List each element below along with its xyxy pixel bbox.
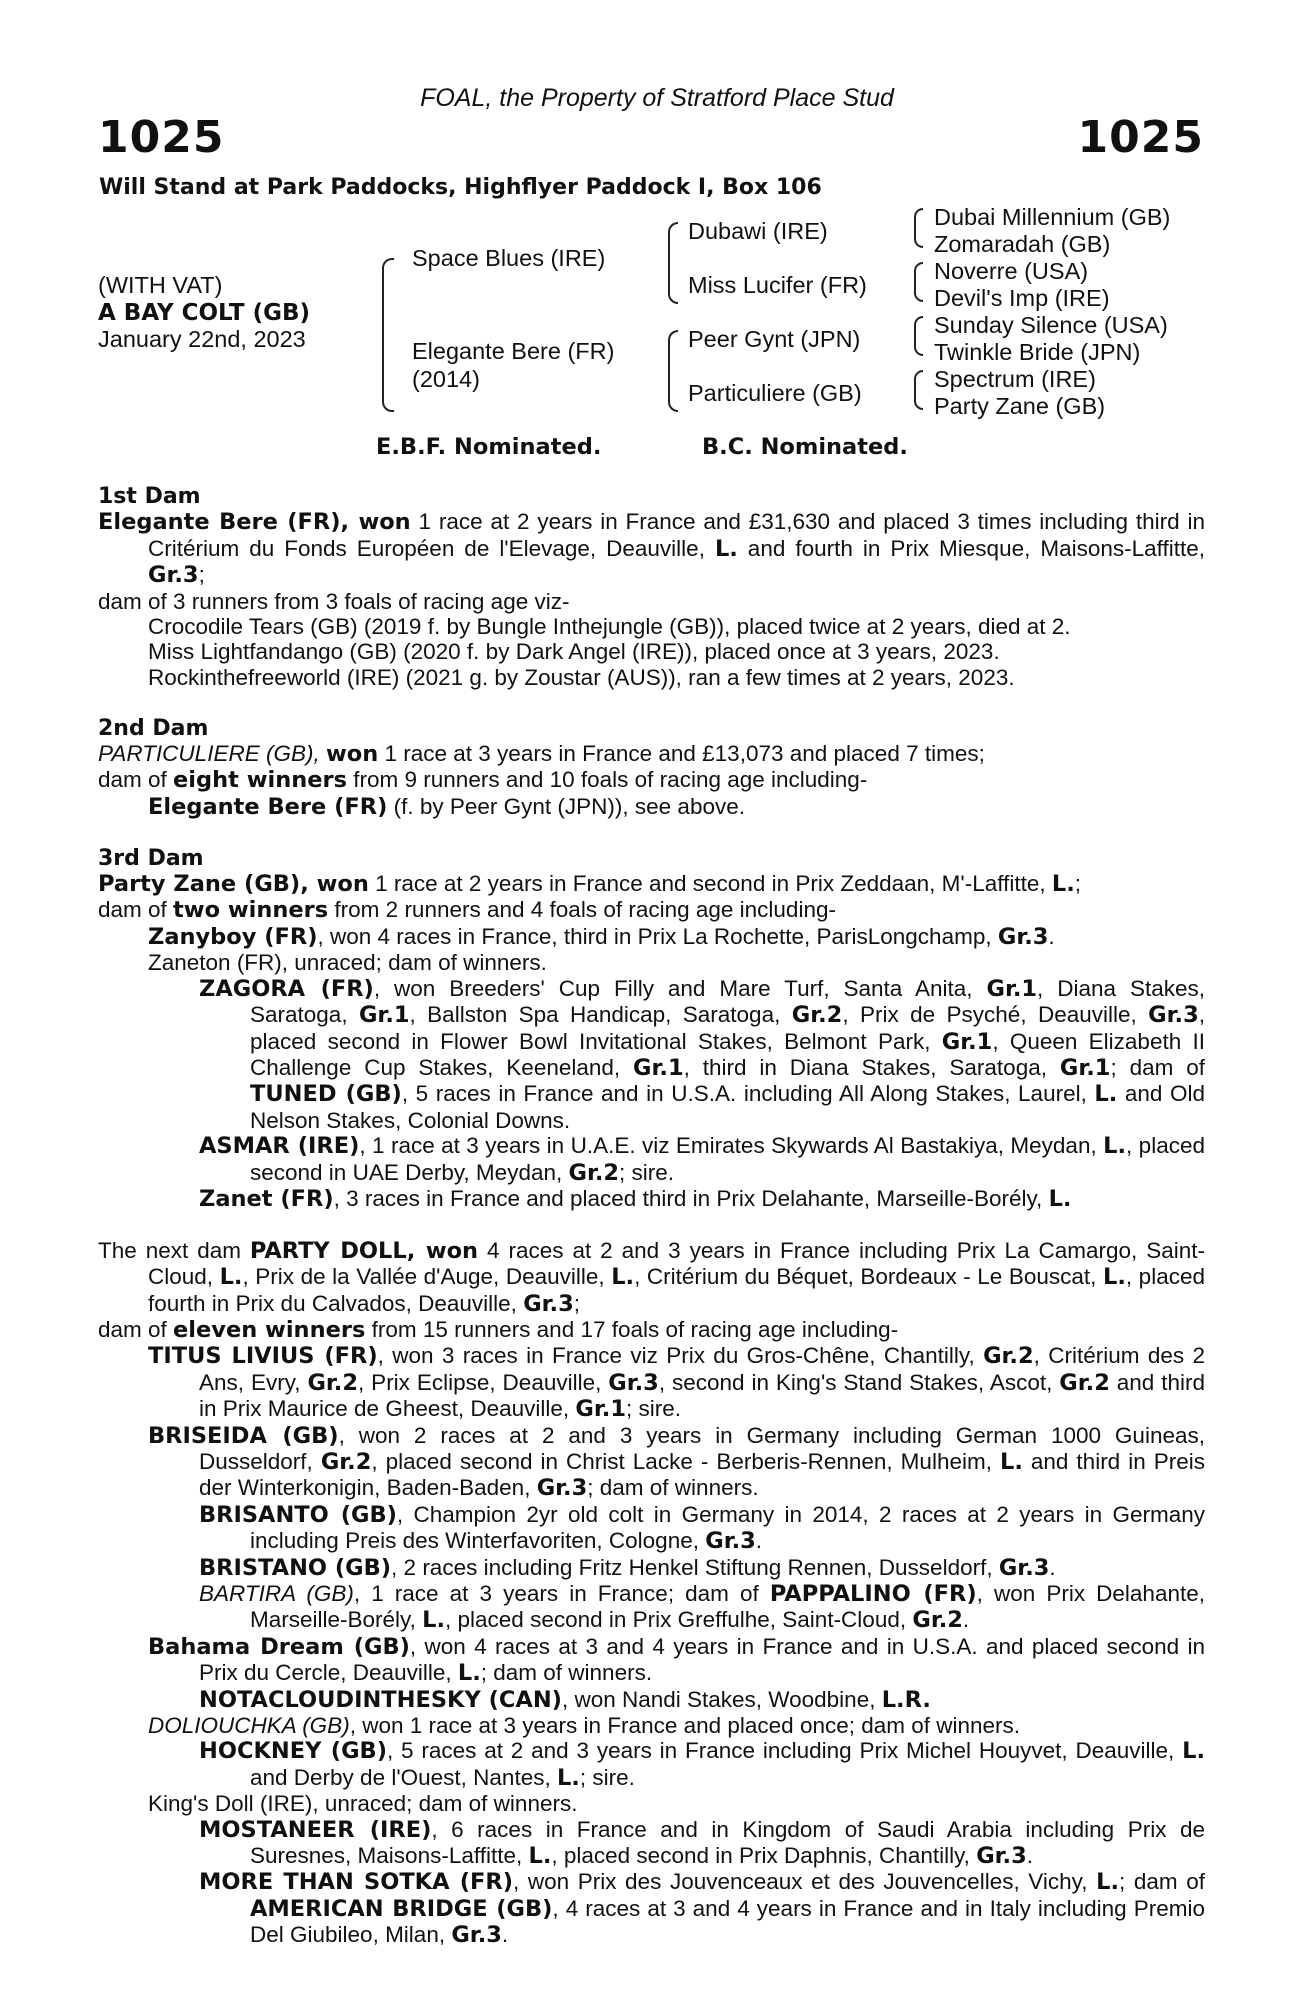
- bc-nominated: B.C. Nominated.: [702, 434, 908, 460]
- pedigree-bracket-gg1: [914, 208, 923, 248]
- first-dam-foal-3: Rockinthefreeworld (IRE) (2021 g. by Zoustar (AUS)), ran a few times at 2 years, 2023.: [148, 664, 1015, 690]
- foaling-date: January 22nd, 2023: [98, 326, 306, 352]
- third-dam-grandproduce-zagora: ZAGORA (FR), won Breeders' Cup Filly and Mare Turf, Santa Anita, Gr.1, Diana Stakes, Saratoga, Gr.1, Ballston Spa Handicap, Saratoga, Gr.2, Prix de Psyché, Deauville, Gr.3, placed second in Flower Bowl Invitational Stakes, Belmont Park, Gr.1, Queen Elizabeth II Challenge Cup Stakes, Keeneland, Gr.1, third in Diana Stakes, Saratoga, Gr.1; dam of TUNED (GB), 5 races in France and in U.S.A. including All Along Stakes, Laurel, L. and Old Nelson Stakes, Colonial Downs.: [199, 975, 1206, 1133]
- third-dam-produce-summary: dam of two winners from 2 runners and 4 foals of racing age including-: [98, 897, 836, 924]
- pedigree-ggp-8: Party Zane (GB): [934, 393, 1106, 419]
- vat-note: (WITH VAT): [98, 272, 223, 298]
- next-dam-grandproduce-notacloudinthesky: NOTACLOUDINTHESKY (CAN), won Nandi Stakes, Woodbine, L.R.: [199, 1686, 931, 1713]
- pedigree-sire-dam: Miss Lucifer (FR): [688, 272, 867, 298]
- next-dam-grandproduce-hockney: HOCKNEY (GB), 5 races at 2 and 3 years in France including Prix Michel Houyvet, Deauville, L. and Derby de l'Ouest, Nantes, L.; sire.: [199, 1738, 1205, 1791]
- next-dam-record: The next dam PARTY DOLL, won 4 races at 2 and 3 years in France including Prix La Camargo, Saint-Cloud, L., Prix de la Vallée d'Auge, Deauville, L., Critérium du Béquet, Bordeaux - Le Bouscat, L., placed fourth in Prix du Calvados, Deauville, Gr.3;: [98, 1237, 1205, 1317]
- pedigree-bracket-dam: [668, 330, 678, 412]
- pedigree-bracket-gg3: [914, 316, 923, 356]
- pedigree-sire-sire: Dubawi (IRE): [688, 218, 828, 244]
- first-dam-foal-1: Crocodile Tears (GB) (2019 f. by Bungle Inthejungle (GB)), placed twice at 2 years, died at 2.: [148, 614, 1071, 640]
- pedigree-ggp-5: Sunday Silence (USA): [934, 312, 1168, 338]
- ebf-nominated: E.B.F. Nominated.: [376, 434, 602, 460]
- second-dam-produce-summary: dam of eight winners from 9 runners and 10 foals of racing age including-: [98, 767, 868, 794]
- third-dam-grandproduce-asmar: ASMAR (IRE), 1 race at 3 years in U.A.E. viz Emirates Skywards Al Bastakiya, Meydan, L., placed second in UAE Derby, Meydan, Gr.2; sire.: [199, 1133, 1205, 1186]
- next-dam-produce-summary: dam of eleven winners from 15 runners and 17 foals of racing age including-: [98, 1316, 899, 1343]
- third-dam-heading: 3rd Dam: [98, 845, 204, 871]
- first-dam-produce-summary: dam of 3 runners from 3 foals of racing age viz-: [98, 588, 570, 614]
- produce-record: [98, 484, 1205, 1949]
- second-dam-record: PARTICULIERE (GB), won 1 race at 3 years in France and £13,073 and placed 7 times;: [98, 741, 985, 768]
- next-dam-grandproduce-bristano: BRISTANO (GB), 2 races including Fritz Henkel Stiftung Rennen, Dusseldorf, Gr.3.: [199, 1554, 1056, 1581]
- pedigree-ggp-3: Noverre (USA): [934, 258, 1089, 284]
- next-dam-produce-doliouchka: DOLIOUCHKA (GB), won 1 race at 3 years in France and placed once; dam of winners.: [148, 1713, 1021, 1739]
- pedigree-ggp-4: Devil's Imp (IRE): [934, 285, 1110, 311]
- next-dam-produce-briseida: BRISEIDA (GB), won 2 races at 2 and 3 years in Germany including German 1000 Guineas, Dusseldorf, Gr.2, placed second in Christ Lacke - Berberis-Rennen, Mulheim, L. and third in Preis der Winterkonigin, Baden-Baden, Gr.3; dam of winners.: [148, 1422, 1205, 1502]
- pedigree-dam-sire: Peer Gynt (JPN): [688, 326, 861, 352]
- third-dam-record: Party Zane (GB), won 1 race at 2 years in France and second in Prix Zeddaan, M'-Laffitte, L.;: [98, 871, 1082, 898]
- pedigree-sire: Space Blues (IRE): [412, 245, 606, 271]
- lot-number-right: 1025: [1077, 112, 1204, 163]
- pedigree-ggp-7: Spectrum (IRE): [934, 366, 1096, 392]
- second-dam-produce-1: Elegante Bere (FR) (f. by Peer Gynt (JPN)), see above.: [148, 793, 745, 820]
- lot-number-left: 1025: [98, 112, 225, 163]
- subject-name: A BAY COLT (GB): [98, 300, 311, 326]
- pedigree-ggp-6: Twinkle Bride (JPN): [934, 339, 1141, 365]
- third-dam-produce-zaneton: Zaneton (FR), unraced; dam of winners.: [148, 950, 547, 976]
- second-dam-heading: 2nd Dam: [98, 715, 209, 741]
- pedigree-dam-dam: Particuliere (GB): [688, 380, 862, 406]
- pedigree-bracket-main: [382, 258, 394, 412]
- pedigree-ggp-1: Dubai Millennium (GB): [934, 204, 1171, 230]
- pedigree-bracket-gg2: [914, 262, 923, 302]
- pedigree-dam-year: (2014): [412, 366, 480, 392]
- page-header-title: FOAL, the Property of Stratford Place Stud: [420, 84, 894, 112]
- first-dam-foal-2: Miss Lightfandango (GB) (2020 f. by Dark Angel (IRE)), placed once at 3 years, 2023.: [148, 639, 1000, 665]
- pedigree-ggp-2: Zomaradah (GB): [934, 231, 1111, 257]
- next-dam-produce-titus-livius: TITUS LIVIUS (FR), won 3 races in France viz Prix du Gros-Chêne, Chantilly, Gr.2, Critérium des 2 Ans, Evry, Gr.2, Prix Eclipse, Deauville, Gr.3, second in King's Stand Stakes, Ascot, Gr.2 and third in Prix Maurice de Gheest, Deauville, Gr.1; sire.: [148, 1343, 1206, 1423]
- next-dam-grandproduce-more-than-sotka: MORE THAN SOTKA (FR), won Prix des Jouvenceaux et des Jouvencelles, Vichy, L.; dam of AMERICAN BRIDGE (GB), 4 races at 3 and 4 years in France and in Italy including Premio Del Giubileo, Milan, Gr.3.: [199, 1869, 1206, 1949]
- next-dam-grandproduce-brisanto: BRISANTO (GB), Champion 2yr old colt in Germany in 2014, 2 races at 2 years in Germany including Preis des Winterfavoriten, Cologne, Gr.3.: [199, 1501, 1205, 1555]
- next-dam-produce-bahama-dream: Bahama Dream (GB), won 4 races at 3 and 4 years in France and in U.S.A. and placed second in Prix du Cercle, Deauville, L.; dam of winners.: [148, 1633, 1205, 1687]
- pedigree-bracket-gg4: [914, 370, 923, 410]
- third-dam-grandproduce-zanet: Zanet (FR), 3 races in France and placed third in Prix Delahante, Marseille-Borély, L.: [199, 1185, 1072, 1212]
- next-dam-produce-kings-doll: King's Doll (IRE), unraced; dam of winners.: [148, 1791, 578, 1817]
- third-dam-produce-zanyboy: Zanyboy (FR), won 4 races in France, third in Prix La Rochette, ParisLongchamp, Gr.3.: [148, 923, 1055, 950]
- next-dam-grandproduce-bartira: BARTIRA (GB), 1 race at 3 years in France; dam of PAPPALINO (FR), won Prix Delahante, Marseille-Borély, L., placed second in Prix Greffulhe, Saint-Cloud, Gr.2.: [199, 1581, 1205, 1634]
- next-dam-grandproduce-mostaneer: MOSTANEER (IRE), 6 races in France and in Kingdom of Saudi Arabia including Prix de Suresnes, Maisons-Laffitte, L., placed second in Prix Daphnis, Chantilly, Gr.3.: [199, 1816, 1205, 1870]
- pedigree-bracket-sire: [668, 222, 678, 304]
- first-dam-heading: 1st Dam: [98, 484, 201, 509]
- pedigree-dam: Elegante Bere (FR): [412, 338, 615, 364]
- stand-location: Will Stand at Park Paddocks, Highflyer Paddock I, Box 106: [99, 175, 822, 200]
- first-dam-record: Elegante Bere (FR), won 1 race at 2 years in France and £31,630 and placed 3 times including third in Critérium du Fonds Européen de l'Elevage, Deauville, L. and fourth in Prix Miesque, Maisons-Laffitte, Gr.3;: [98, 509, 1205, 589]
